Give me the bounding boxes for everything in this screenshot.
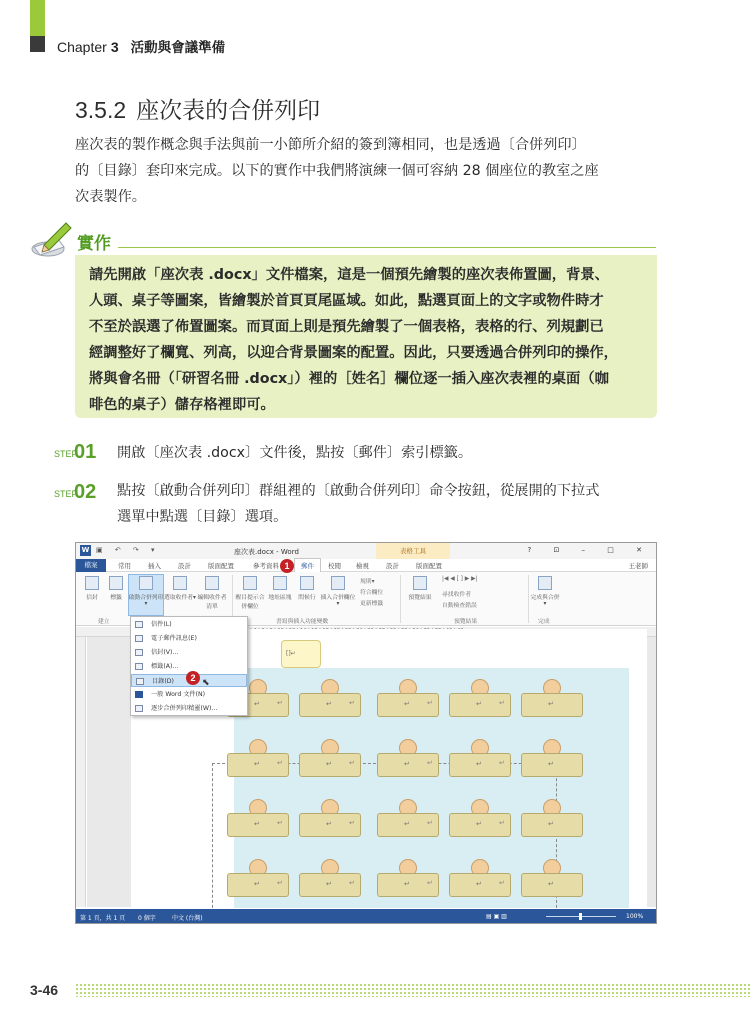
start-merge-dropdown [130, 616, 248, 716]
zoom-level[interactable]: 100% [626, 913, 644, 920]
label-icon [135, 663, 143, 670]
seat-desk [521, 813, 583, 837]
tab-table-design[interactable]: 設計 [386, 562, 399, 570]
footer-dot-pattern [75, 983, 750, 997]
seat-desk [521, 753, 583, 777]
check-errors-button[interactable]: 自動檢查錯誤 [442, 603, 477, 609]
word-title-bar [76, 543, 656, 559]
match-fields-button[interactable]: 符合欄位 [360, 590, 384, 596]
step-label: STEP [54, 449, 78, 459]
cell-mark: ↵ [427, 879, 433, 887]
step-line: 點按〔啟動合併列印〕群組裡的〔啟動合併列印〕命令按鈕，從展開的下拉式 [117, 483, 600, 499]
tab-review[interactable]: 校閱 [328, 562, 341, 570]
cell-mark: ↵ [277, 699, 283, 707]
letter-icon [135, 621, 143, 628]
intro-line: 座次表的製作概念與手法與前一小節所介紹的簽到簿相同，也是透過〔合併列印〕 [75, 137, 586, 153]
highlight-icon [243, 576, 257, 590]
practice-line: 人頭、桌子等圖案，皆繪製於首頁頁尾區域。如此，點選頁面上的文字或物件時才 [89, 293, 604, 309]
envelope-icon [85, 576, 99, 590]
update-labels-button[interactable]: 更新標籤 [360, 601, 384, 607]
intro-line: 的〔目錄〕套印來完成。以下的實作中我們將演練一個可容納 28 個座位的教室之座 [75, 163, 599, 179]
directory-icon [136, 678, 144, 685]
chapter-title: 活動與會議準備 [130, 40, 226, 56]
mouse-cursor-icon: ⬉ [202, 678, 210, 688]
menu-item-email[interactable]: 電子郵件訊息(E) [131, 632, 247, 645]
menu-item-directory[interactable]: 目錄(D) ⬉ [131, 674, 247, 687]
intro-paragraph [75, 132, 675, 210]
step-02-text [117, 478, 677, 530]
start-mail-merge-button[interactable]: 啟動合併列印▾ [128, 576, 164, 607]
group-create: 建立 [98, 619, 110, 625]
callout-badge-1: 1 [280, 559, 294, 573]
seat-desk [521, 693, 583, 717]
preview-icon [413, 576, 427, 590]
wizard-icon [135, 705, 143, 712]
menu-item-letters[interactable]: 信件(L) [131, 618, 247, 631]
tab-view[interactable]: 檢視 [356, 562, 369, 570]
chapter-word: Chapter [57, 39, 107, 55]
labels-icon [109, 576, 123, 590]
tab-mailings[interactable]: 郵件 [294, 558, 321, 572]
seat-desk [521, 873, 583, 897]
practice-box [75, 255, 657, 418]
word-screenshot [75, 542, 657, 924]
select-recipients-button[interactable]: 選取收件者▾ [164, 576, 196, 601]
practice-pencil-icon [30, 219, 74, 259]
practice-line: 不至於誤選了佈置圖案。而頁面上則是預先繪製了一個表格，表格的行、列規劃已 [89, 319, 604, 335]
header-marker [30, 36, 45, 52]
tab-file[interactable]: 檔案 [76, 559, 106, 572]
group-write-insert: 書寫與插入功能變數 [276, 619, 329, 625]
callout-badge-2: 2 [186, 671, 200, 685]
section-number: 3.5.2 [75, 97, 127, 123]
envelopes-button[interactable]: 信封 [80, 576, 104, 601]
cell-mark: ↵ [499, 819, 505, 827]
practice-divider [118, 247, 656, 248]
labels-button[interactable]: 標籤 [104, 576, 128, 601]
cell-mark: ↵ [499, 759, 505, 767]
status-words[interactable]: 0 個字 [138, 915, 156, 922]
cell-mark: ↵ [277, 879, 283, 887]
step-line: 選單中點選〔目錄〕選項。 [117, 509, 288, 525]
table-tools-label: 表格工具 [376, 543, 450, 559]
cell-mark: ↵ [349, 819, 355, 827]
greeting-line-button[interactable]: 問候行 [294, 576, 320, 601]
ribbon-tabs [76, 559, 656, 572]
cell-mark: ↵ [349, 759, 355, 767]
cell-mark: ↵ [499, 879, 505, 887]
recipients-icon [173, 576, 187, 590]
cell-mark: ↵ [427, 819, 433, 827]
chapter-number: 3 [110, 39, 119, 55]
practice-label: 實作 [77, 234, 111, 254]
view-buttons[interactable]: ▤ ▣ ▥ [486, 913, 507, 920]
cell-mark: ↵ [277, 759, 283, 767]
mail-merge-icon [139, 576, 153, 590]
step-line: 開啟〔座次表 .docx〕文件後，點按〔郵件〕索引標籤。 [117, 445, 473, 461]
menu-item-envelopes[interactable]: 信封(V)... [131, 646, 247, 659]
practice-line: 請先開啟「座次表 .docx」文件檔案，這是一個預先繪製的座次表佈置圖，背景、 [89, 267, 609, 283]
preview-results-button[interactable]: 預覽結果 [404, 576, 436, 601]
edit-list-icon [205, 576, 219, 590]
tab-table-layout[interactable]: 版面配置 [416, 562, 442, 570]
cell-mark: ↵ [427, 759, 433, 767]
menu-item-normal-doc[interactable]: 一般 Word 文件(N) [131, 688, 247, 701]
cell-mark: ↵ [349, 879, 355, 887]
step-label: STEP [54, 489, 78, 499]
tab-references[interactable]: 參考資料 [253, 562, 279, 570]
finish-merge-button[interactable]: 完成與合併▾ [530, 576, 560, 607]
tab-insert[interactable]: 插入 [148, 562, 161, 570]
menu-item-labels[interactable]: 標籤(A)... [131, 660, 247, 673]
envelope-icon [135, 649, 143, 656]
intro-line: 次表製作。 [75, 189, 146, 205]
practice-line: 將與會名冊（「研習名冊 .docx」）裡的［姓名］欄位逐一插入座次表裡的桌面（咖 [89, 371, 609, 387]
table-callout: []↵ [281, 640, 321, 668]
insert-field-icon [331, 576, 345, 590]
step-01-text [117, 440, 677, 466]
cell-mark: ↵ [349, 699, 355, 707]
practice-line: 啡色的桌子）儲存格裡即可。 [89, 397, 275, 413]
group-preview: 預覽結果 [454, 619, 478, 625]
insert-merge-field-button[interactable]: 插入合併欄位▾ [320, 576, 356, 607]
cell-mark: ↵ [277, 819, 283, 827]
group-finish: 完成 [538, 619, 550, 625]
document-title: 座次表.docx - Word [234, 548, 299, 556]
practice-line: 經調整好了欄寬、列高，以迎合背景圖案的配置。因此，只要透過合併列印的操作， [89, 345, 618, 361]
chapter-header [57, 36, 225, 56]
section-title-text: 座次表的合併列印 [136, 98, 321, 124]
ribbon-separator [528, 575, 529, 623]
word-app-icon: W [81, 546, 90, 554]
cell-mark: ↵ [499, 699, 505, 707]
zoom-slider-knob[interactable] [579, 913, 582, 920]
tab-design[interactable]: 設計 [178, 562, 191, 570]
tab-layout[interactable]: 版面配置 [208, 562, 234, 570]
record-navigation[interactable]: |◀ ◀ [ ] ▶ ▶| [442, 576, 478, 582]
word-doc-icon [135, 691, 143, 698]
edit-recipient-list-button[interactable]: 編輯收件者清單 [196, 576, 228, 610]
section-title [75, 92, 320, 125]
user-name[interactable]: 王老師 [628, 562, 648, 570]
email-icon [135, 635, 143, 642]
address-block-icon [273, 576, 287, 590]
address-block-button[interactable]: 地址區塊 [266, 576, 294, 601]
quick-access-toolbar[interactable]: ▣ ↶ ↷ ▾ [96, 546, 160, 554]
rules-button[interactable]: 規則▾ [360, 579, 375, 585]
step-number: 02 [74, 481, 97, 503]
status-language[interactable]: 中文 (台灣) [172, 915, 203, 922]
menu-item-wizard[interactable]: 逐步合併列印精靈(W)... [131, 702, 247, 715]
highlight-merge-fields-button[interactable]: 醒目提示合併欄位 [234, 576, 266, 610]
vertical-ruler [76, 637, 86, 907]
status-bar [76, 909, 656, 924]
window-controls[interactable]: ? ⊡ – □ ✕ [527, 546, 652, 554]
greeting-line-icon [300, 576, 314, 590]
ribbon-separator [400, 575, 401, 623]
step-number: 01 [74, 441, 97, 463]
page-number: 3-46 [30, 982, 59, 998]
find-recipient-button[interactable]: 尋找收件者 [442, 592, 471, 598]
status-page[interactable]: 第 1 頁，共 1 頁 [80, 915, 126, 922]
tab-home[interactable]: 常用 [118, 562, 131, 570]
cell-mark: ↵ [427, 699, 433, 707]
finish-merge-icon [538, 576, 552, 590]
